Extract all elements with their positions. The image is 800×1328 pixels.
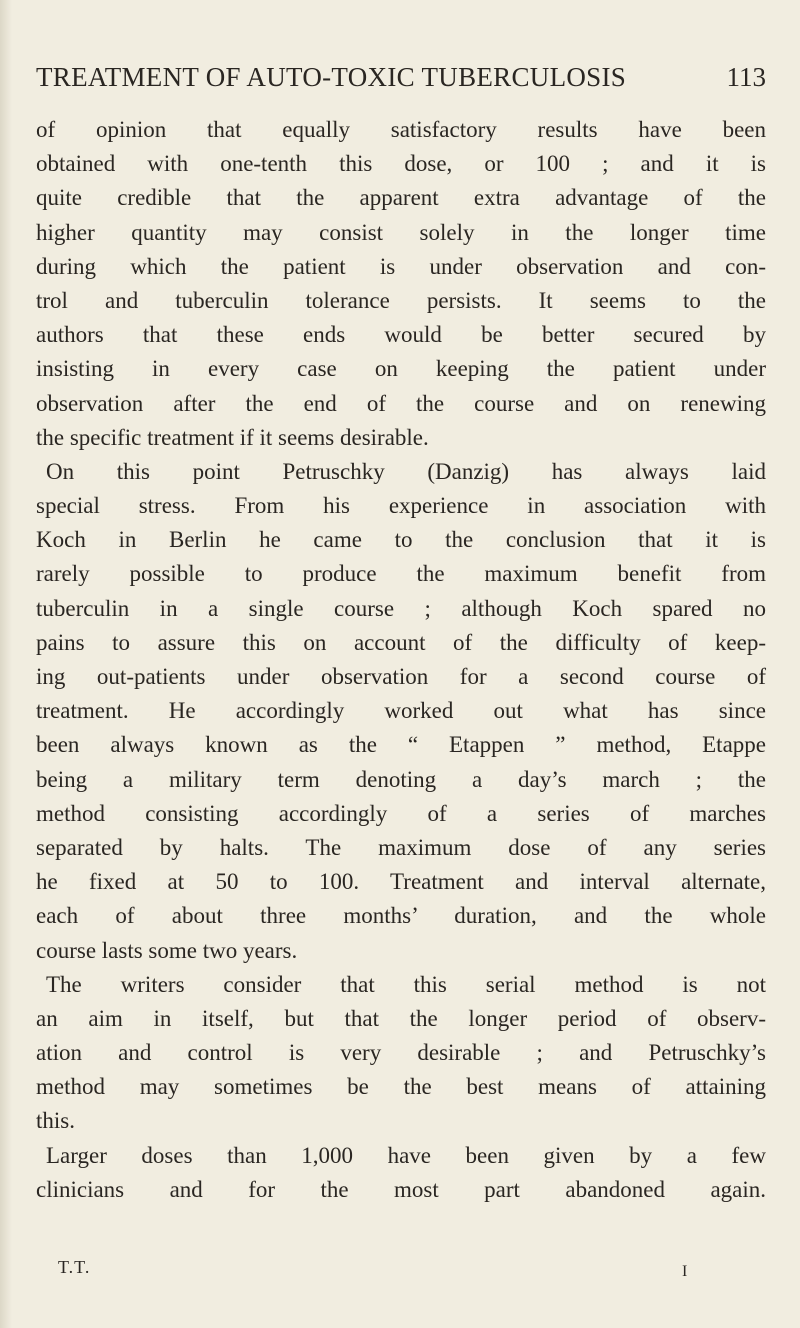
text-line: observation after the end of the course and on renewing	[36, 390, 766, 416]
text-line: trol and tuberculin tolerance persists. It seems to the	[36, 287, 766, 313]
page-edge-shadow	[0, 0, 12, 1328]
page-number: 113	[726, 62, 766, 92]
text-line: higher quantity may consist solely in the longer time	[36, 219, 766, 245]
text-line: method may sometimes be the best means of attaining	[36, 1074, 766, 1100]
running-title: TREATMENT OF AUTO-TOXIC TUBERCULOSIS	[36, 62, 627, 92]
text-line: rarely possible to produce the maximum benefit from	[36, 561, 766, 587]
text-line: treatment. He accordingly worked out what has since	[36, 698, 766, 724]
text-line: insisting in every case on keeping the patient under	[36, 356, 766, 382]
text-line: of opinion that equally satisfactory results have been	[36, 117, 766, 142]
signature-letter: I	[682, 1263, 688, 1280]
page-footer	[58, 1257, 758, 1287]
text-line: method consisting accordingly of a series of marches	[36, 800, 766, 826]
signature-mark: T.T.	[58, 1257, 91, 1277]
text-line: separated by halts. The maximum dose of any series	[36, 834, 766, 860]
text-line: authors that these ends would be better secured by	[36, 322, 766, 348]
text-line: course lasts some two years.	[36, 937, 298, 963]
text-line: each of about three months’ duration, and the whole	[36, 903, 766, 929]
text-line: tuberculin in a single course ; although Koch spared no	[36, 595, 766, 621]
text-line: Larger doses than 1,000 have been given by a few	[46, 1142, 766, 1168]
text-line: being a military term denoting a day’s march ; the	[36, 766, 766, 792]
text-line: pains to assure this on account of the difficulty of keep-	[36, 629, 766, 655]
text-line: he fixed at 50 to 100. Treatment and interval alternate,	[36, 869, 766, 895]
text-line: the specific treatment if it seems desirable.	[36, 424, 429, 450]
text-line: clinicians and for the most part abandoned again.	[36, 1176, 766, 1202]
text-line: ing out-patients under observation for a second course of	[36, 664, 766, 689]
text-line: special stress. From his experience in association with	[36, 493, 766, 519]
text-line: during which the patient is under observation and con-	[36, 253, 766, 279]
text-line: ation and control is very desirable ; and Petruschky’s	[36, 1040, 766, 1066]
text-line: been always known as the “ Etappen ” method, Etappe	[36, 732, 766, 758]
body-text	[36, 113, 766, 1207]
text-line: Koch in Berlin he came to the conclusion that it is	[36, 527, 766, 553]
text-line: this.	[36, 1108, 75, 1134]
text-line: quite credible that the apparent extra advantage of the	[36, 185, 766, 211]
running-header	[36, 62, 766, 102]
text-line: On this point Petruschky (Danzig) has always laid	[46, 458, 766, 484]
text-line: obtained with one-tenth this dose, or 100 ; and it is	[36, 151, 766, 177]
text-line: The writers consider that this serial method is not	[46, 971, 766, 997]
text-line: an aim in itself, but that the longer period of observ-	[36, 1005, 766, 1031]
